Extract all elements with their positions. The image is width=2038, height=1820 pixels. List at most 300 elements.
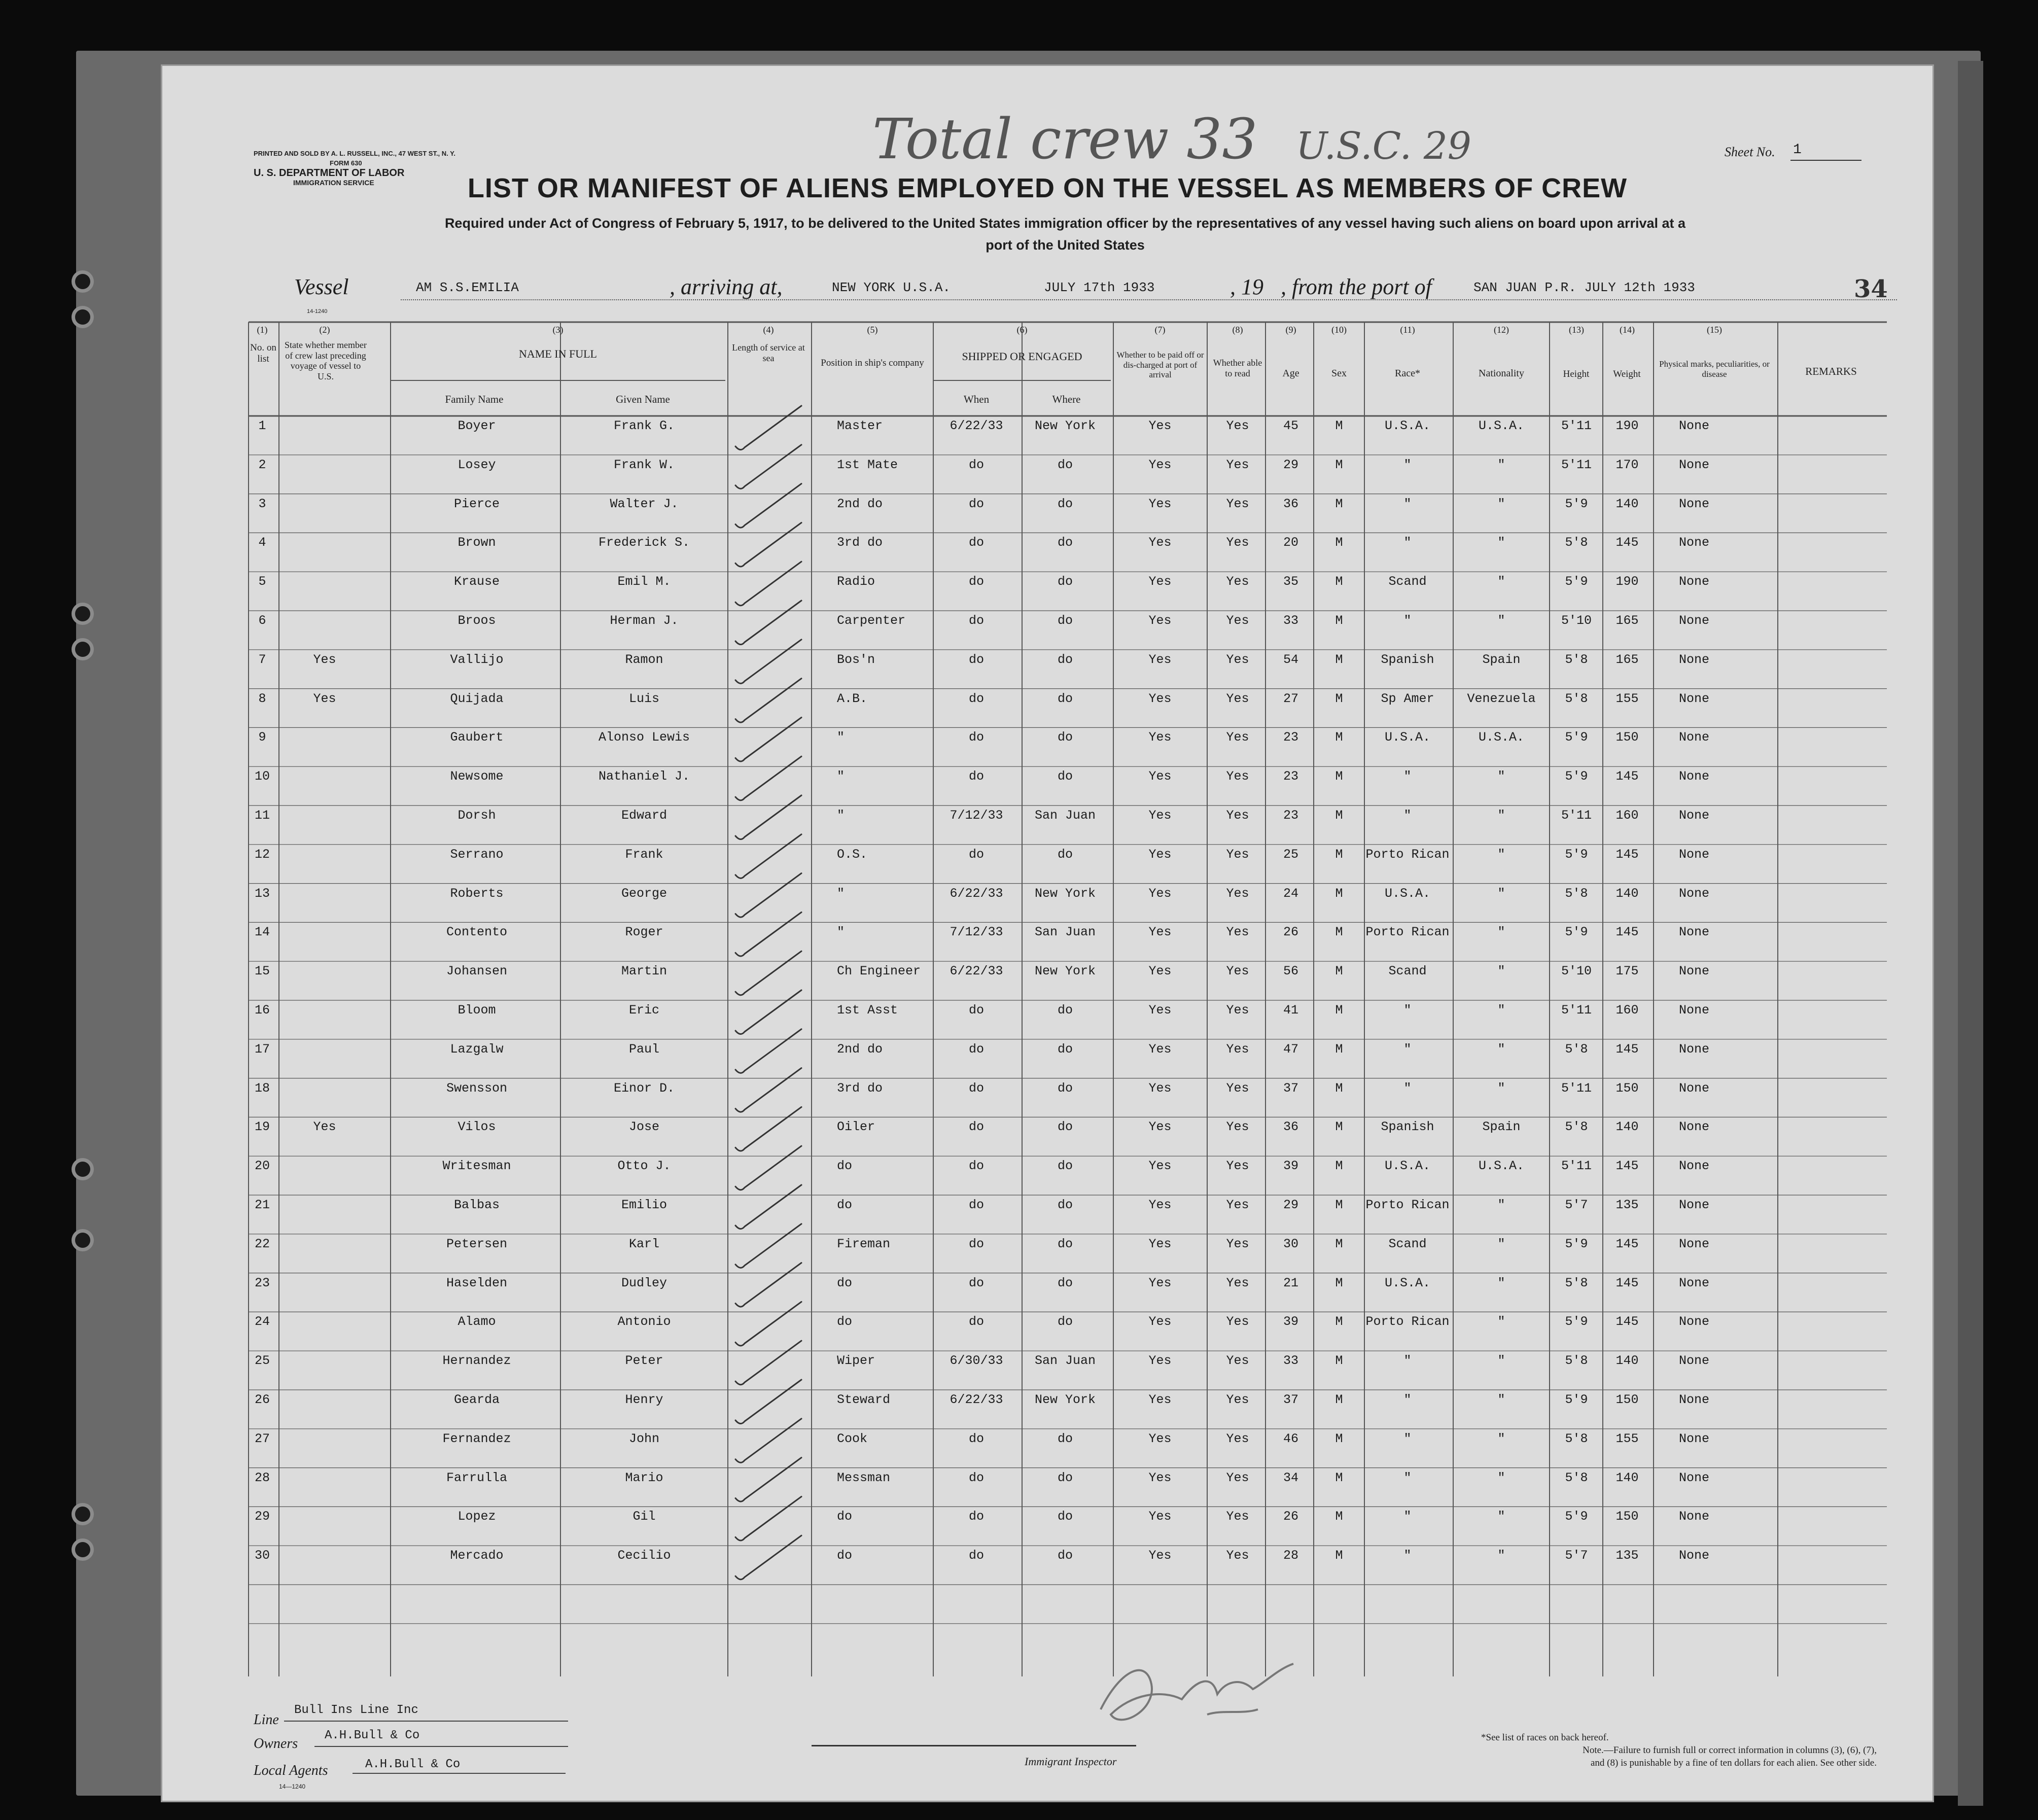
race: " [1403,1353,1412,1369]
page-number-annotation: 34 [1854,275,1888,303]
paid-off: Yes [1148,925,1172,940]
year-label: , 19 [1230,274,1263,299]
penalty-note-line1: Note.—Failure to furnish full or correct information in columns (3), (6), (7), [1583,1745,1877,1756]
sex: M [1335,964,1343,979]
row-number: 25 [254,1353,270,1369]
weight: 175 [1615,964,1639,979]
position: do [837,1314,853,1329]
weight: 140 [1615,886,1639,901]
nationality: " [1497,1548,1505,1563]
given-name: Mario [625,1470,663,1485]
height: 5'11 [1561,457,1592,472]
binder-hole [75,606,90,621]
shipped-where: San Juan [1034,925,1096,940]
shipped-when: do [968,1275,985,1290]
race: U.S.A. [1384,886,1431,901]
header-where: Where [1052,393,1081,405]
sex: M [1335,457,1343,472]
able-to-read: Yes [1226,808,1249,823]
usc-annotation: U.S.C. 29 [1296,124,1471,168]
able-to-read: Yes [1226,730,1249,745]
position: Fireman [837,1236,891,1251]
inspector-signature [1091,1638,1304,1740]
paid-off: Yes [1148,691,1172,706]
header-height: Height [1563,369,1590,379]
race: U.S.A. [1384,418,1431,433]
race: " [1403,1041,1412,1057]
position: 1st Asst [837,1003,898,1018]
weight: 155 [1615,691,1639,706]
sex: M [1335,847,1343,862]
row-number: 19 [254,1119,270,1135]
age: 30 [1283,1236,1299,1251]
given-name: Walter J. [610,496,679,511]
height: 5'8 [1565,1041,1588,1057]
race: U.S.A. [1384,730,1431,745]
physical-marks: None [1679,457,1710,472]
family-name: Vilos [458,1119,496,1135]
shipped-where: do [1057,574,1073,589]
height: 5'11 [1561,1080,1592,1096]
given-name: Emilio [621,1198,667,1212]
header-name-in-full: NAME IN FULL [519,347,597,360]
race: " [1403,808,1412,823]
column-number: (12) [1494,325,1509,335]
row-number: 26 [254,1392,270,1407]
shipped-when: 6/22/33 [950,418,1003,433]
race: U.S.A. [1384,1275,1431,1290]
shipped-where: do [1057,652,1073,667]
shipped-when: do [968,730,985,745]
header-nationality: Nationality [1479,368,1524,379]
position: Oiler [837,1119,875,1135]
weight: 190 [1615,574,1639,589]
sex: M [1335,1041,1343,1057]
sex: M [1335,886,1343,901]
paid-off: Yes [1148,418,1172,433]
binder-hole [75,1233,90,1248]
shipped-when: 7/12/33 [950,808,1003,823]
race: " [1403,1080,1412,1096]
position: do [837,1275,853,1290]
binder-hole [75,309,90,325]
row-number: 15 [254,964,270,979]
paid-off: Yes [1148,1159,1172,1174]
weight: 150 [1615,1080,1639,1096]
physical-marks: None [1679,1353,1710,1369]
shipped-when: do [968,1159,985,1174]
weight: 145 [1615,1236,1639,1251]
given-name: Otto J. [617,1159,671,1174]
column-number: (7) [1154,325,1166,335]
shipped-when: 6/30/33 [950,1353,1003,1369]
physical-marks: None [1679,1548,1710,1563]
age: 47 [1283,1041,1299,1057]
race: U.S.A. [1384,1159,1431,1174]
physical-marks: None [1679,613,1710,628]
column-number: (14) [1620,325,1635,335]
position: " [837,808,845,823]
paid-off: Yes [1148,1548,1172,1563]
vessel-label: Vessel [294,274,349,299]
position: " [837,925,845,940]
paid-off: Yes [1148,1275,1172,1290]
race: " [1403,496,1412,511]
header-age: Age [1282,368,1299,379]
sex: M [1335,1509,1343,1524]
weight: 145 [1615,847,1639,862]
physical-marks: None [1679,691,1710,706]
nationality: " [1497,1392,1505,1407]
sex: M [1335,613,1343,628]
shipped-where: San Juan [1034,1353,1096,1369]
physical-marks: None [1679,730,1710,745]
weight: 150 [1615,1392,1639,1407]
row-number: 23 [254,1275,270,1290]
height: 5'11 [1561,1003,1592,1018]
age: 28 [1283,1548,1299,1563]
race: Porto Rican [1365,925,1450,940]
given-name: Karl [628,1236,660,1251]
race: " [1403,613,1412,628]
binder-hole [75,274,90,289]
age: 39 [1283,1314,1299,1329]
nationality: " [1497,496,1505,511]
family-name: Mercado [450,1548,504,1563]
nationality: " [1497,1470,1505,1485]
sex: M [1335,1392,1343,1407]
paid-off: Yes [1148,847,1172,862]
sex: M [1335,1119,1343,1135]
nationality: " [1497,457,1505,472]
weight: 155 [1615,1431,1639,1446]
from-port-label: , from the port of [1281,274,1432,299]
position: do [837,1548,853,1563]
family-name: Swensson [446,1080,508,1096]
age: 27 [1283,691,1299,706]
able-to-read: Yes [1226,1275,1249,1290]
weight: 150 [1615,730,1639,745]
header-able-read: Whether able to read [1213,358,1262,378]
form-number: FORM 630 [330,159,362,167]
age: 20 [1283,535,1299,550]
shipped-when: do [968,652,985,667]
family-name: Hernandez [442,1353,511,1369]
column-number: (2) [319,325,330,335]
given-name: Eric [628,1003,660,1018]
able-to-read: Yes [1226,769,1249,784]
able-to-read: Yes [1226,886,1249,901]
row-number: 24 [254,1314,270,1329]
binder-hole [75,642,90,657]
sex: M [1335,1198,1343,1212]
paid-off: Yes [1148,613,1172,628]
age: 25 [1283,847,1299,862]
physical-marks: None [1679,1003,1710,1018]
sex: M [1335,769,1343,784]
row-number: 4 [258,535,266,550]
given-name: Frank W. [613,457,675,472]
weight: 145 [1615,1275,1639,1290]
line-underline [284,1721,568,1722]
age: 37 [1283,1080,1299,1096]
weight: 145 [1615,535,1639,550]
shipped-where: do [1057,1198,1073,1212]
header-physical-marks: Physical marks, peculiarities, or disease [1659,359,1770,379]
age: 33 [1283,613,1299,628]
total-crew-annotation: Total crew 33 [872,107,1258,171]
weight: 170 [1615,457,1639,472]
shipped-when: do [968,535,985,550]
column-number: (8) [1232,325,1243,335]
sheet-label: Sheet No. [1725,145,1775,159]
shipped-where: do [1057,1003,1073,1018]
header-sex: Sex [1331,368,1347,379]
given-name: Gil [633,1509,656,1524]
position: Carpenter [837,613,906,628]
height: 5'9 [1565,925,1588,940]
weight: 160 [1615,1003,1639,1018]
physical-marks: None [1679,418,1710,433]
row-number: 20 [254,1159,270,1174]
able-to-read: Yes [1226,1470,1249,1485]
shipped-where: do [1057,535,1073,550]
arriving-port: NEW YORK U.S.A. [832,280,951,295]
shipped-when: do [968,1080,985,1096]
position: do [837,1159,853,1174]
line-label: Line [254,1712,279,1728]
nationality: " [1497,1080,1505,1096]
nationality: " [1497,925,1505,940]
nationality: Spain [1482,652,1521,667]
height: 5'11 [1561,808,1592,823]
physical-marks: None [1679,574,1710,589]
shipped-where: New York [1034,1392,1096,1407]
shipped-when: do [968,1431,985,1446]
position: Steward [837,1392,891,1407]
column-number: (9) [1285,325,1296,335]
height: 5'8 [1565,886,1588,901]
given-name: Frank G. [613,418,675,433]
able-to-read: Yes [1226,964,1249,979]
given-name: Luis [628,691,660,706]
shipped-where: do [1057,1314,1073,1329]
race: Scand [1388,574,1427,589]
able-to-read: Yes [1226,847,1249,862]
binder-hole [75,1542,90,1557]
able-to-read: Yes [1226,1003,1249,1018]
paid-off: Yes [1148,652,1172,667]
paid-off: Yes [1148,1470,1172,1485]
paid-off: Yes [1148,1236,1172,1251]
position: do [837,1198,853,1212]
race: " [1403,1470,1412,1485]
able-to-read: Yes [1226,1509,1249,1524]
race: " [1403,769,1412,784]
sex: M [1335,652,1343,667]
paid-off: Yes [1148,769,1172,784]
weight: 145 [1615,769,1639,784]
height: 5'10 [1561,613,1592,628]
nationality: " [1497,1431,1505,1446]
family-name: Newsome [450,769,504,784]
height: 5'8 [1565,535,1588,550]
shipped-when: do [968,1236,985,1251]
physical-marks: None [1679,652,1710,667]
physical-marks: None [1679,847,1710,862]
age: 29 [1283,1198,1299,1212]
able-to-read: Yes [1226,457,1249,472]
paid-off: Yes [1148,886,1172,901]
family-name: Roberts [450,886,504,901]
given-name: Edward [621,808,667,823]
physical-marks: None [1679,1392,1710,1407]
position: Radio [837,574,875,589]
sex: M [1335,730,1343,745]
age: 23 [1283,808,1299,823]
sex: M [1335,925,1343,940]
given-name: Dudley [621,1275,667,1290]
nationality: U.S.A. [1478,418,1525,433]
physical-marks: None [1679,886,1710,901]
paid-off: Yes [1148,1509,1172,1524]
family-name: Losey [458,457,496,472]
row-number: 30 [254,1548,270,1563]
sex: M [1335,574,1343,589]
paid-off: Yes [1148,1198,1172,1212]
nationality: " [1497,886,1505,901]
physical-marks: None [1679,1236,1710,1251]
shipped-when: do [968,1548,985,1563]
family-name: Quijada [450,691,504,706]
binder-hole [75,1162,90,1177]
header-family-name: Family Name [445,393,504,405]
sex: M [1335,808,1343,823]
able-to-read: Yes [1226,1431,1249,1446]
service-name: IMMIGRATION SERVICE [293,179,374,187]
row-number: 3 [258,496,266,511]
header-weight: Weight [1613,369,1641,379]
height: 5'7 [1565,1548,1588,1563]
row-number: 29 [254,1509,270,1524]
sex: M [1335,418,1343,433]
weight: 145 [1615,1159,1639,1174]
age: 46 [1283,1431,1299,1446]
physical-marks: None [1679,1509,1710,1524]
column-number: (6) [1016,325,1028,335]
shipped-when: do [968,574,985,589]
prev-voyage: Yes [313,691,336,706]
family-name: Alamo [458,1314,496,1329]
nationality: " [1497,1509,1505,1524]
shipped-where: do [1057,457,1073,472]
agents-underline [353,1773,566,1774]
family-name: Balbas [453,1198,500,1212]
row-number: 7 [258,652,266,667]
physical-marks: None [1679,496,1710,511]
printer-line: PRINTED AND SOLD BY A. L. RUSSELL, INC., 47 WEST ST., N. Y. [254,150,455,157]
weight: 145 [1615,1041,1639,1057]
given-name: Paul [628,1041,660,1057]
shipped-when: do [968,769,985,784]
position: 1st Mate [837,457,898,472]
race: Scand [1388,1236,1427,1251]
shipped-where: do [1057,1548,1073,1563]
able-to-read: Yes [1226,1198,1249,1212]
row-number: 14 [254,925,270,940]
able-to-read: Yes [1226,1119,1249,1135]
given-name: Martin [621,964,667,979]
race: Porto Rican [1365,1314,1450,1329]
row-number: 28 [254,1470,270,1485]
height: 5'9 [1565,1236,1588,1251]
able-to-read: Yes [1226,1548,1249,1563]
shipped-where: do [1057,730,1073,745]
given-name: Frederick S. [598,535,690,550]
shipped-where: do [1057,496,1073,511]
given-name: Roger [625,925,663,940]
race: Porto Rican [1365,847,1450,862]
shipped-where: do [1057,613,1073,628]
paid-off: Yes [1148,1353,1172,1369]
nationality: " [1497,1003,1505,1018]
shipped-when: do [968,1314,985,1329]
shipped-when: 6/22/33 [950,1392,1003,1407]
weight: 140 [1615,1119,1639,1135]
given-name: Ramon [625,652,663,667]
shipped-when: do [968,496,985,511]
age: 37 [1283,1392,1299,1407]
family-name: Krause [453,574,500,589]
race: " [1403,1431,1412,1446]
height: 5'9 [1565,574,1588,589]
row-number: 21 [254,1198,270,1212]
column-number: (5) [867,325,878,335]
row-number: 22 [254,1236,270,1251]
physical-marks: None [1679,1314,1710,1329]
shipped-where: do [1057,1275,1073,1290]
shipped-where: San Juan [1034,808,1096,823]
paid-off: Yes [1148,535,1172,550]
family-name: Contento [446,925,508,940]
header-race: Race* [1395,368,1420,379]
family-name: Brown [458,535,496,550]
able-to-read: Yes [1226,535,1249,550]
position: Bos'n [837,652,875,667]
physical-marks: None [1679,925,1710,940]
column-number: (4) [763,325,774,335]
family-name: Pierce [453,496,500,511]
sheet-number: 1 [1793,142,1802,158]
able-to-read: Yes [1226,1353,1249,1369]
race: Scand [1388,964,1427,979]
shipped-when: do [968,1198,985,1212]
subtitle-line1: Required under Act of Congress of February 5, 1917, to be delivered to the United States immigration officer by the representatives of any vessel having such aliens on board upon arrival at a [444,216,1686,231]
row-number: 1 [258,418,266,433]
position: Ch Engineer [837,964,921,979]
position: 3rd do [837,535,883,550]
able-to-read: Yes [1226,1041,1249,1057]
nationality: " [1497,1353,1505,1369]
nationality: " [1497,1041,1505,1057]
position: O.S. [837,847,868,862]
age: 36 [1283,496,1299,511]
penalty-note-line2: and (8) is punishable by a fine of ten dollars for each alien. See other side. [1590,1758,1877,1768]
race: " [1403,1548,1412,1563]
shipped-where: do [1057,1041,1073,1057]
height: 5'9 [1565,496,1588,511]
shipped-where: New York [1034,886,1096,901]
